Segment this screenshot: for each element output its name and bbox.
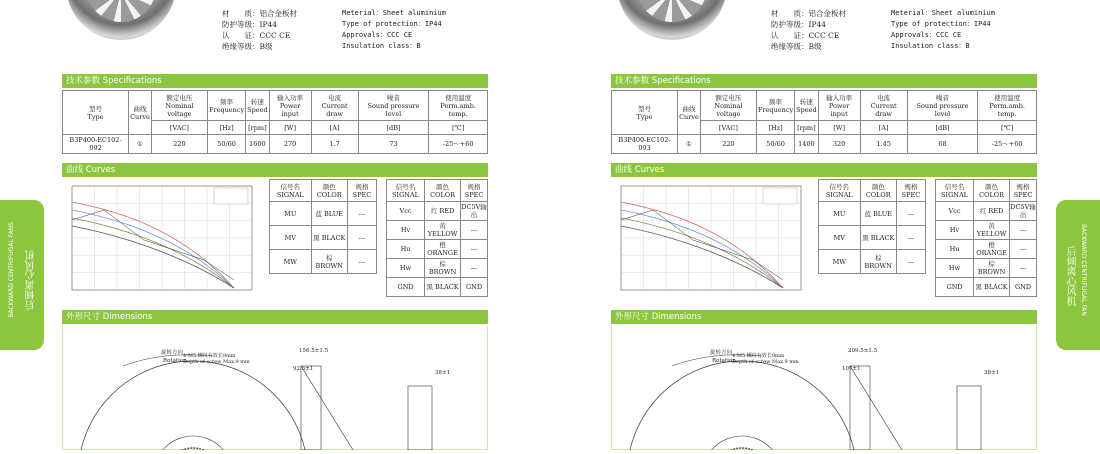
material-line: 防护等级：IP44 xyxy=(771,20,827,29)
spec-header: 输入功率 Power input xyxy=(269,91,311,121)
dim-width: 156.5±1.5 xyxy=(299,348,329,354)
signal-cell: 棕 BROWN xyxy=(860,250,896,274)
material-line: Type of protection：IP44 xyxy=(891,20,991,28)
signal-cell: --- xyxy=(896,250,925,274)
material-zh xyxy=(771,8,846,52)
spec-header: 转速 Speed xyxy=(246,91,269,121)
signal-cell: --- xyxy=(461,221,488,240)
signal-cell: Hu xyxy=(936,240,974,259)
fan-impeller-image xyxy=(66,0,176,40)
signal-cell: MW xyxy=(819,250,861,274)
spec-value-current: 1.45 xyxy=(860,135,907,154)
spec-unit: [rpm] xyxy=(246,121,269,135)
spec-value-curve: ① xyxy=(678,135,701,154)
signal-cell: 黑 BLACK xyxy=(860,226,896,250)
spec-unit: [dB] xyxy=(907,121,978,135)
spec-table xyxy=(611,90,1037,154)
material-line: 材 质：铝合金板材 xyxy=(771,9,846,18)
spec-unit: [A] xyxy=(311,121,358,135)
material-en xyxy=(342,8,446,52)
signal-cell: 黑 BLACK xyxy=(425,278,461,297)
spec-value-voltage: 220 xyxy=(700,135,756,154)
spec-header: 频率 Frequency xyxy=(207,91,245,121)
spec-header: 曲线 Curve xyxy=(129,91,152,135)
section-spec-title: 技术参数 Specifications xyxy=(62,74,488,88)
material-line: 绝缘等级：B级 xyxy=(771,42,822,51)
rotation-label-en: Rotation xyxy=(712,358,736,364)
material-line: Meterial：Sheet aluminium xyxy=(342,9,446,17)
signal-cell: Hv xyxy=(387,221,425,240)
signal-cell: --- xyxy=(347,202,376,226)
signal-cell: GND xyxy=(1010,278,1037,297)
spec-value-freq: 50/60 xyxy=(756,135,794,154)
spec-value-voltage: 220 xyxy=(151,135,207,154)
spec-header: 噪音 Sound pressure level xyxy=(907,91,978,121)
signal-cell: --- xyxy=(347,226,376,250)
spec-unit: [A] xyxy=(860,121,907,135)
dimension-drawing xyxy=(612,326,1038,450)
performance-curve xyxy=(613,180,809,300)
fan-impeller-image xyxy=(617,0,727,40)
screw-label: 4-M5 螺纹有效长9mm xyxy=(183,353,236,359)
material-line: 绝缘等级：B级 xyxy=(222,42,273,51)
spec-header: 转速 Speed xyxy=(795,91,818,121)
material-line: Approvals：CCC CE xyxy=(891,31,962,39)
side-tab-en: BACKWARD CENTRIFUGAL FAN xyxy=(1080,224,1087,316)
signal-cell: MU xyxy=(819,202,861,226)
signal-cell: Hw xyxy=(387,259,425,278)
page-left xyxy=(62,0,502,450)
side-tab-zh: 后倾离心风机 xyxy=(1064,246,1075,306)
material-line: Approvals：CCC CE xyxy=(342,31,413,39)
signal-cell: Vcc xyxy=(936,202,974,221)
signal-cell: --- xyxy=(347,250,376,274)
material-en xyxy=(891,8,995,52)
material-zh xyxy=(222,8,297,52)
spec-unit: [W] xyxy=(269,121,311,135)
signal-cell: 橙 ORANGE xyxy=(974,240,1010,259)
spec-unit: [W] xyxy=(818,121,860,135)
signal-cell: --- xyxy=(461,240,488,259)
material-line: 防护等级：IP44 xyxy=(222,20,278,29)
signal-header: 颜色 COLOR xyxy=(974,180,1010,202)
signal-cell: 黄 YELLOW xyxy=(425,221,461,240)
signal-cell: DC5V输出 xyxy=(461,203,487,219)
signal-cell: Vcc xyxy=(387,202,425,221)
signal-table xyxy=(269,179,377,274)
spec-header: 使用温度 Perm.amb. temp. xyxy=(978,91,1037,121)
signal-header: 颜色 COLOR xyxy=(311,180,347,202)
spec-unit: [VAC] xyxy=(151,121,207,135)
signal-cell: MV xyxy=(270,226,312,250)
signal-table xyxy=(386,179,488,297)
signal-cell: --- xyxy=(1010,259,1037,278)
spec-table xyxy=(62,90,488,154)
signal-cell: DC5V输出 xyxy=(1010,203,1036,219)
side-tab-zh: 后倾离心风机 xyxy=(26,250,37,310)
spec-value-noise: 68 xyxy=(907,135,978,154)
signal-cell: Hw xyxy=(936,259,974,278)
signal-table xyxy=(818,179,926,274)
spec-unit: [VAC] xyxy=(700,121,756,135)
spec-value-noise: 73 xyxy=(358,135,429,154)
spec-header: 输入功率 Power input xyxy=(818,91,860,121)
spec-value-freq: 50/60 xyxy=(207,135,245,154)
signal-header: 信号名 SIGNAL xyxy=(270,180,312,202)
signal-cell: Hu xyxy=(387,240,425,259)
signal-cell: --- xyxy=(896,226,925,250)
spec-value-current: 1.7 xyxy=(311,135,358,154)
signal-cell: 黑 BLACK xyxy=(974,278,1010,297)
section-dims-title: 外形尺寸 Dimensions xyxy=(611,310,1037,324)
screw-label-en: Depth of screw Max.9 mm xyxy=(732,359,799,365)
signal-cell: 蓝 BLUE xyxy=(311,202,347,226)
signal-header: 颜色 COLOR xyxy=(860,180,896,202)
material-line: Insulation class：B xyxy=(342,42,421,50)
spec-header: 噪音 Sound pressure level xyxy=(358,91,429,121)
signal-cell: 红 RED xyxy=(425,202,461,221)
spec-header: 频率 Frequency xyxy=(756,91,794,121)
page-right xyxy=(611,0,1051,450)
signal-cell: GND xyxy=(936,278,974,297)
signal-header: 信号名 SIGNAL xyxy=(936,180,974,202)
signal-cell: 黄 YELLOW xyxy=(974,221,1010,240)
screw-label: 4-M5 螺纹有效长9mm xyxy=(732,353,785,359)
performance-curve xyxy=(64,180,260,300)
signal-cell: --- xyxy=(1010,221,1037,240)
material-line: 认 证：CCC CE xyxy=(222,31,291,40)
rotation-label-en: Rotation xyxy=(163,358,187,364)
spec-unit: [rpm] xyxy=(795,121,818,135)
signal-cell: 蓝 BLUE xyxy=(860,202,896,226)
material-line: Type of protection：IP44 xyxy=(342,20,442,28)
spec-value-type: B3P400-EC102-093 xyxy=(612,135,678,154)
spec-unit: [Hz] xyxy=(756,121,794,135)
material-line: 材 质：铝合金板材 xyxy=(222,9,297,18)
section-dims-title: 外形尺寸 Dimensions xyxy=(62,310,488,324)
section-curves-title: 曲线 Curves xyxy=(611,163,1037,177)
section-spec-title: 技术参数 Specifications xyxy=(611,74,1037,88)
spec-header: 型号 Type xyxy=(63,91,129,135)
dim-hub: 38±1 xyxy=(435,370,451,376)
dimension-drawing-area xyxy=(62,326,488,450)
signal-header: 规格 SPEC xyxy=(347,180,376,202)
material-line: 认 证：CCC CE xyxy=(771,31,840,40)
spec-unit: [dB] xyxy=(358,121,429,135)
signal-cell: --- xyxy=(896,202,925,226)
signal-cell: 红 RED xyxy=(974,202,1010,221)
dim-width: 209.5±1.5 xyxy=(848,348,878,354)
spec-value-power: 320 xyxy=(818,135,860,154)
spec-value-speed: 1600 xyxy=(246,135,269,154)
spec-value-type: B3P400-EC102-092 xyxy=(63,135,129,154)
section-curves-title: 曲线 Curves xyxy=(62,163,488,177)
signal-cell: 橙 ORANGE xyxy=(425,240,461,259)
signal-cell: 黑 BLACK xyxy=(311,226,347,250)
signal-cell: GND xyxy=(387,278,425,297)
dim-hub: 38±1 xyxy=(984,370,1000,376)
side-tab-en: BACKWARD CENTRIFUGAL FANS xyxy=(8,222,15,318)
signal-header: 颜色 COLOR xyxy=(425,180,461,202)
spec-value-temp: -25～+60 xyxy=(429,135,488,154)
spec-unit: [℃] xyxy=(978,121,1037,135)
spec-value-curve: ① xyxy=(129,135,152,154)
rotation-label: 旋转方向 xyxy=(161,350,184,356)
spec-header: 曲线 Curve xyxy=(678,91,701,135)
signal-cell: Hv xyxy=(936,221,974,240)
signal-cell: MU xyxy=(270,202,312,226)
signal-cell: MW xyxy=(270,250,312,274)
signal-cell: GND xyxy=(461,278,488,297)
dimension-drawing-area xyxy=(611,326,1037,450)
screw-label-en: Depth of screw Max.9 mm xyxy=(183,359,250,365)
spec-header: 电流 Current draw xyxy=(860,91,907,121)
dim-depth: 92.5±1 xyxy=(293,366,314,372)
spec-header: 型号 Type xyxy=(612,91,678,135)
material-line: Insulation class：B xyxy=(891,42,970,50)
spec-value-speed: 1400 xyxy=(795,135,818,154)
signal-cell: --- xyxy=(461,259,488,278)
signal-header: 规格 SPEC xyxy=(461,180,488,202)
spec-header: 额定电压 Nominal voltage xyxy=(700,91,756,121)
signal-cell: MV xyxy=(819,226,861,250)
dim-depth: 107±1 xyxy=(842,366,861,372)
signal-cell: 棕 BROWN xyxy=(425,259,461,278)
spec-header: 电流 Current draw xyxy=(311,91,358,121)
signal-header: 信号名 SIGNAL xyxy=(819,180,861,202)
signal-table xyxy=(935,179,1037,297)
signal-header: 规格 SPEC xyxy=(896,180,925,202)
spec-header: 额定电压 Nominal voltage xyxy=(151,91,207,121)
spec-value-temp: -25～+60 xyxy=(978,135,1037,154)
spec-unit: [℃] xyxy=(429,121,488,135)
side-tab-left xyxy=(0,200,44,350)
rotation-label: 旋转方向 xyxy=(710,350,733,356)
signal-header: 信号名 SIGNAL xyxy=(387,180,425,202)
side-tab-right xyxy=(1056,200,1100,350)
signal-cell: --- xyxy=(1010,240,1037,259)
spec-header: 使用温度 Perm.amb. temp. xyxy=(429,91,488,121)
material-line: Meterial：Sheet aluminium xyxy=(891,9,995,17)
spec-unit: [Hz] xyxy=(207,121,245,135)
signal-header: 规格 SPEC xyxy=(1010,180,1037,202)
dimension-drawing xyxy=(63,326,489,450)
signal-cell: 棕 BROWN xyxy=(311,250,347,274)
spec-value-power: 270 xyxy=(269,135,311,154)
signal-cell: 棕 BROWN xyxy=(974,259,1010,278)
